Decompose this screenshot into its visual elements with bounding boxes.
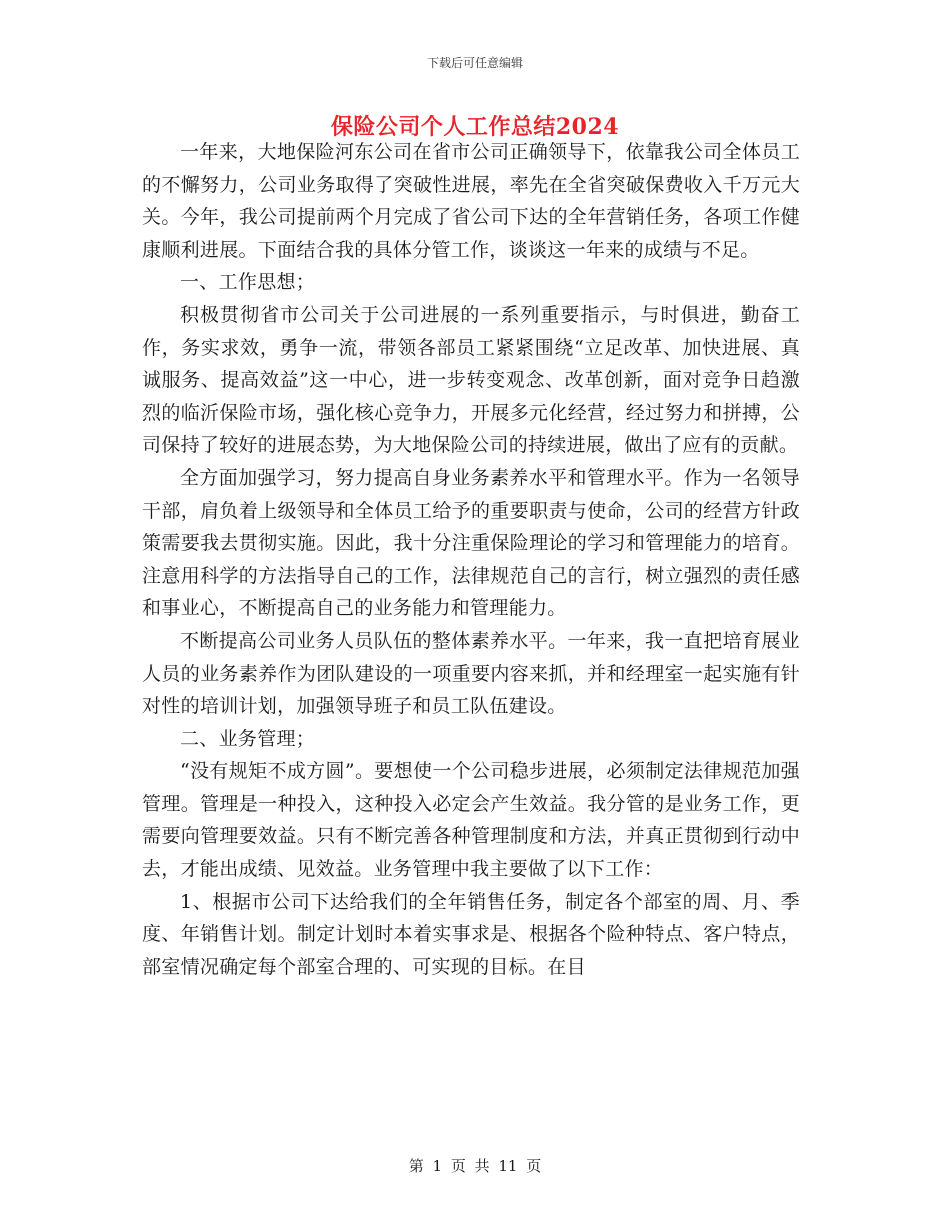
document-body	[142, 136, 800, 983]
section-heading-business-management: 二、业务管理；	[180, 727, 316, 750]
paragraph: 全方面加强学习，努力提高自身业务素养水平和管理水平。作为一名领导干部，肩负着上级领导和全体员工给予的重要职责与使命，公司的经营方针政策需要我去贯彻实施。因此，我十分注重保险理论的学习和管理能力的培育。注意用科学的方法指导自己的工作，法律规范自己的言行，树立强烈的责任感和事业心，不断提高自己的业务能力和管理能力。	[142, 466, 800, 620]
section-heading-work-thoughts: 一、工作思想；	[180, 271, 316, 294]
paragraph-intro: 一年来，大地保险河东公司在省市公司正确领导下，依靠我公司全体员工的不懈努力，公司业务取得了突破性进展，率先在全省突破保费收入千万元大关。今年，我公司提前两个月完成了省公司下达的全年营销任务，各项工作健康顺利进展。下面结合我的具体分管工作，谈谈这一年来的成绩与不足。	[142, 141, 800, 261]
page-number: 第 1 页 共 11 页	[408, 1157, 542, 1175]
paragraph: “没有规矩不成方圆”。要想使一个公司稳步进展，必须制定法律规范加强管理。管理是一种投入，这种投入必定会产生效益。我分管的是业务工作，更需要向管理要效益。只有不断完善各种管理制度和方法，并真正贯彻到行动中去，才能出成绩、见效益。业务管理中我主要做了以下工作：	[142, 760, 800, 881]
paragraph: 不断提高公司业务人员队伍的整体素养水平。一年来，我一直把培育展业人员的业务素养作为团队建设的一项重要内容来抓，并和经理室一起实施有针对性的培训计划，加强领导班子和员工队伍建设。	[142, 629, 800, 718]
paragraph: 积极贯彻省市公司关于公司进展的一系列重要指示，与时俱进，勤奋工作，务实求效，勇争一流，带领各部员工紧紧围绕“立足改革、加快进展、真诚服务、提高效益”这一中心，进一步转变观念、改革创新，面对竞争日趋激烈的临沂保险市场，强化核心竞争力，开展多元化经营，经过努力和拼搏，公司保持了较好的进展态势，为大地保险公司的持续进展，做出了应有的贡献。	[142, 303, 800, 457]
paragraph: 1、根据市公司下达给我们的全年销售任务，制定各个部室的周、月、季度、年销售计划。制定计划时本着实事求是、根据各个险种特点、客户特点，部室情况确定每个部室合理的、可实现的目标。在目	[142, 890, 800, 978]
header-note: 下载后可任意编辑	[426, 56, 523, 70]
document-title: 保险公司个人工作总结2024	[330, 114, 620, 140]
